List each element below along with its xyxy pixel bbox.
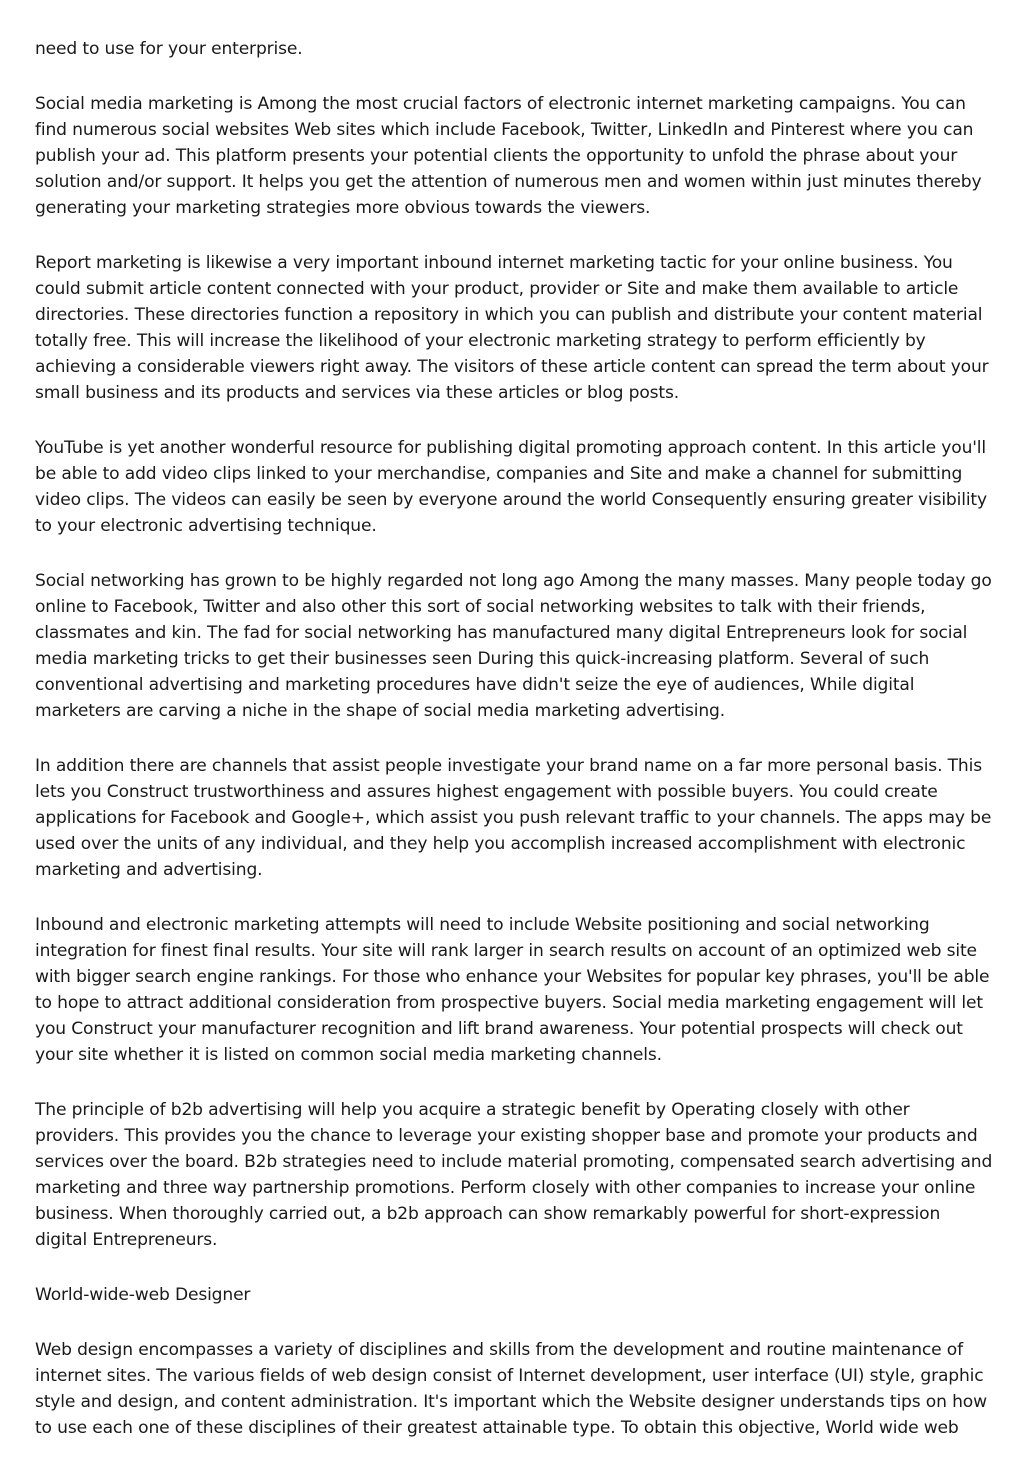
document-page: [35, 36, 995, 1470]
section-heading-web-designer: World-wide-web Designer: [35, 1285, 251, 1305]
paragraph-youtube: YouTube is yet another wonderful resource for publishing digital promoting approach content. In this article you'll be able to add video clips linked to your merchandise, companies and Site and make a channel for submitting video clips. The videos can easily be seen by everyone around the world Consequently ensuring greater visibility to your electronic advertising technique.: [35, 438, 987, 536]
paragraph-continuation: need to use for your enterprise.: [35, 39, 303, 59]
paragraph-channels: In addition there are channels that assist people investigate your brand name on a far more personal basis. This lets you Construct trustworthiness and assures highest engagement with possible buyers. You could create applications for Facebook and Google+, which assist you push relevant traffic to your channels. The apps may be used over the units of any individual, and they help you accomplish increased accomplishment with electronic marketing and advertising.: [35, 756, 992, 880]
paragraph-web-design: Web design encompasses a variety of disciplines and skills from the development and routine maintenance of internet sites. The various fields of web design consist of Internet development, user interface (UI) style, graphic style and design, and content administration. It's important which the Website designer understands tips on how to use each one of these disciplines of their greatest attainable type. To obtain this objective, World wide web: [35, 1340, 987, 1438]
paragraph-b2b-advertising: The principle of b2b advertising will help you acquire a strategic benefit by Operating closely with other providers. This provides you the chance to leverage your existing shopper base and promote your products and services over the board. B2b strategies need to include material promoting, compensated search advertising and marketing and three way partnership promotions. Perform closely with other companies to increase your online business. When thoroughly carried out, a b2b approach can show remarkably powerful for short-expression digital Entrepreneurs.: [35, 1100, 993, 1250]
paragraph-inbound-marketing: Inbound and electronic marketing attempts will need to include Website positioning and social networking integration for finest final results. Your site will rank larger in search results on account of an optimized web site with bigger search engine rankings. For those who enhance your Websites for popular key phrases, you'll be able to hope to attract additional consideration from prospective buyers. Social media marketing engagement will let you Construct your manufacturer recognition and lift brand awareness. Your potential prospects will check out your site whether it is listed on common social media marketing channels.: [35, 915, 990, 1065]
paragraph-social-networking: Social networking has grown to be highly regarded not long ago Among the many masses. Many people today go online to Facebook, Twitter and also other this sort of social networking websites to talk with their friends, classmates and kin. The fad for social networking has manufactured many digital Entrepreneurs look for social media marketing tricks to get their businesses seen During this quick-increasing platform. Several of such conventional advertising and marketing procedures have didn't seize the eye of audiences, While digital marketers are carving a niche in the shape of social media marketing advertising.: [35, 571, 992, 721]
paragraph-social-media-marketing: Social media marketing is Among the most crucial factors of electronic internet marketing campaigns. You can find numerous social websites Web sites which include Facebook, Twitter, LinkedIn and Pinterest where you can publish your ad. This platform presents your potential clients the opportunity to unfold the phrase about your solution and/or support. It helps you get the attention of numerous men and women within just minutes thereby generating your marketing strategies more obvious towards the viewers.: [35, 94, 982, 218]
paragraph-article-marketing: Report marketing is likewise a very important inbound internet marketing tactic for your online business. You could submit article content connected with your product, provider or Site and make them available to article directories. These directories function a repository in which you can publish and distribute your content material totally free. This will increase the likelihood of your electronic marketing strategy to perform efficiently by achieving a considerable viewers right away. The visitors of these article content can spread the term about your small business and its products and services via these articles or blog posts.: [35, 253, 989, 403]
